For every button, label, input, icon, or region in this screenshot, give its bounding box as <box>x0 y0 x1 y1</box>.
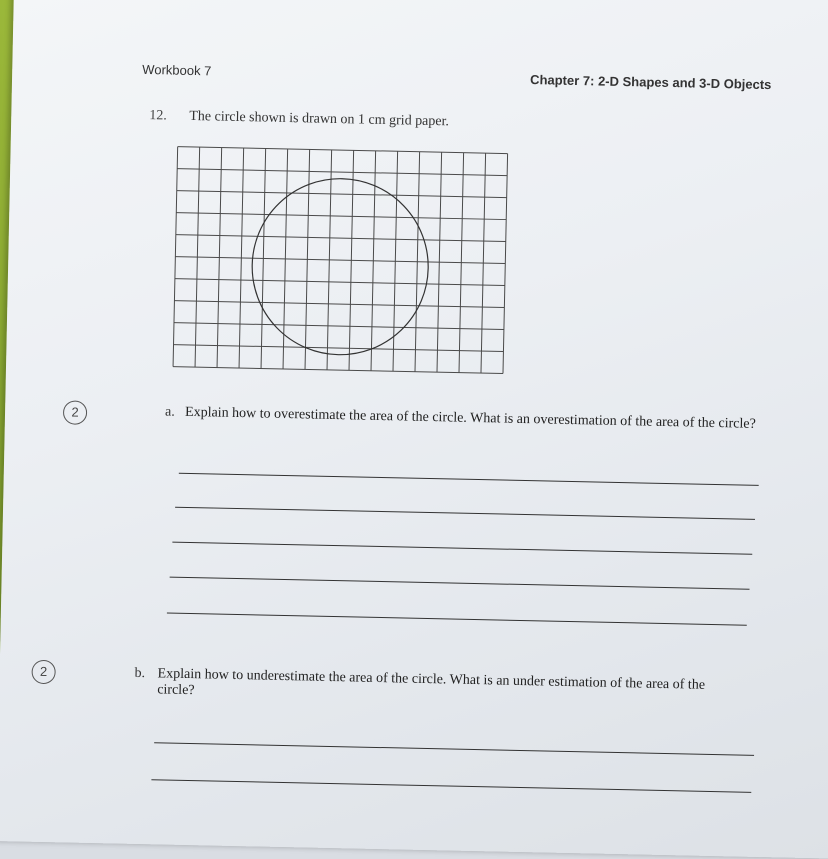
marks-circle-a: 2 <box>63 400 87 424</box>
answer-line <box>154 742 754 756</box>
grid-paper <box>171 145 521 392</box>
grid-line-horizontal <box>175 257 505 264</box>
grid-line-horizontal <box>176 235 506 242</box>
answer-line <box>167 613 747 626</box>
question-number: 12. <box>149 108 167 124</box>
chapter-title: Chapter 7: 2-D Shapes and 3-D Objects <box>529 72 772 93</box>
workbook-label: Workbook 7 <box>142 61 212 79</box>
grid-line-horizontal <box>176 213 506 220</box>
part-b-letter: b. <box>134 665 146 682</box>
grid-line-horizontal <box>177 169 507 176</box>
question-text: The circle shown is drawn on 1 cm grid paper. <box>189 108 450 130</box>
grid-line-horizontal <box>174 301 504 308</box>
grid-line-horizontal <box>178 147 508 154</box>
part-a-letter: a. <box>164 404 175 420</box>
marks-circle-b: 2 <box>31 660 55 684</box>
answer-line <box>179 473 759 486</box>
answer-line <box>170 577 750 590</box>
answer-line <box>175 507 755 520</box>
answer-line <box>151 779 751 793</box>
circle-shape <box>250 177 430 357</box>
grid-line-horizontal <box>174 323 504 330</box>
grid-line-horizontal <box>173 367 503 374</box>
grid-line-horizontal <box>174 345 504 352</box>
grid-figure <box>171 145 521 397</box>
part-a-question: Explain how to overestimate the area of the circle. What is an overestimation of the area of the circle? <box>184 404 756 432</box>
part-b-question: Explain how to underestimate the area of the circle. What is an under estimation of the area of the circle? <box>157 666 706 699</box>
grid-line-horizontal <box>175 279 505 286</box>
answer-line <box>172 542 752 555</box>
grid-line-horizontal <box>177 191 507 198</box>
